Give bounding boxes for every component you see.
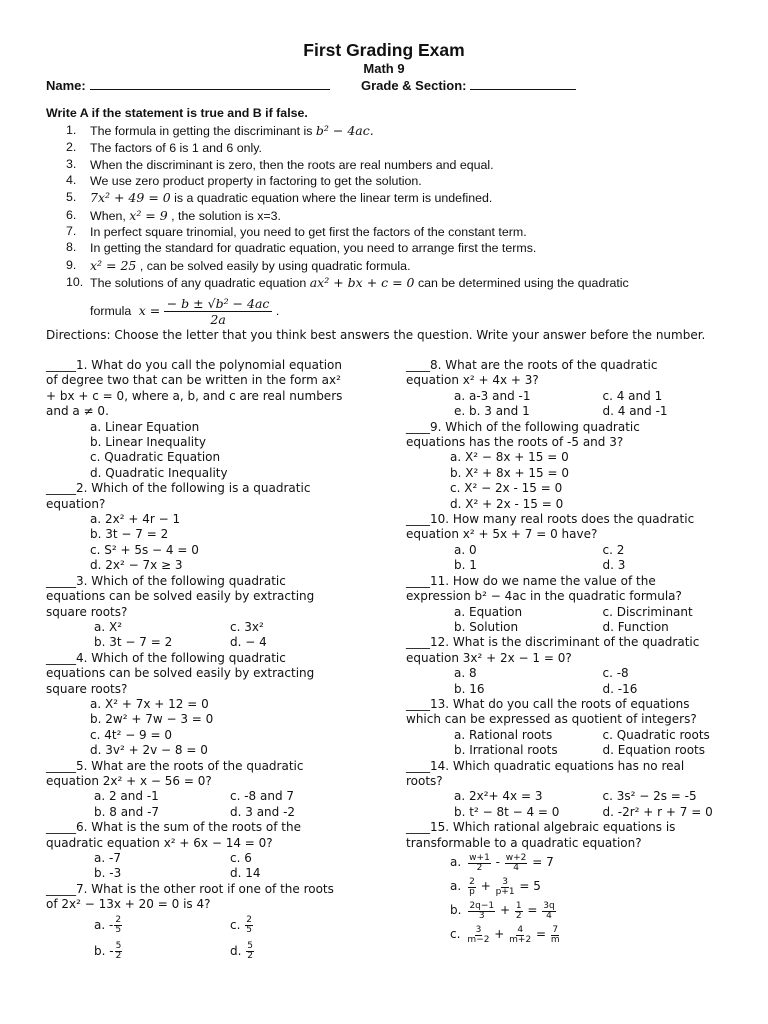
- answer-option[interactable]: [94, 916, 230, 942]
- answer-row: [406, 805, 751, 820]
- answer-option[interactable]: d. Quadratic Inequality: [90, 465, 228, 480]
- item-post: , the solution is x=3.: [167, 209, 282, 223]
- option-sign: -: [109, 917, 114, 932]
- answer-option[interactable]: [230, 916, 366, 942]
- question-line: _____4. Which of the following quadratic: [46, 650, 286, 665]
- answer-option[interactable]: b. Solution: [454, 619, 519, 634]
- question: [406, 820, 751, 851]
- operator: +: [490, 927, 509, 942]
- answer-row: [406, 543, 751, 558]
- answer-row: [406, 728, 751, 743]
- answer-option[interactable]: e. b. 3 and 1: [454, 404, 530, 419]
- fraction-numerator: 2: [246, 914, 252, 925]
- option-letter: b.: [450, 903, 462, 918]
- fraction-numerator: 2q−1: [469, 900, 495, 911]
- fraction-numerator: 4: [517, 924, 524, 935]
- fraction-numerator: 5: [247, 940, 253, 951]
- fraction: [468, 854, 491, 873]
- answer-option[interactable]: d. Function: [602, 619, 669, 634]
- item-text: [90, 208, 281, 223]
- item-text: [90, 123, 374, 138]
- question-line: ____13. What do you call the roots of equations: [406, 696, 690, 711]
- answer-option[interactable]: [450, 875, 751, 899]
- answer-option[interactable]: [230, 942, 366, 968]
- answer-option[interactable]: d. X² + 2x - 15 = 0: [450, 496, 564, 511]
- question-line: and a ≠ 0.: [46, 404, 109, 419]
- answer-row: [46, 866, 366, 881]
- formula-fraction: [164, 296, 273, 327]
- option-sign: -: [109, 943, 114, 958]
- answer-option[interactable]: d. 14: [230, 866, 261, 881]
- fraction-denominator: 2: [115, 950, 122, 961]
- answer-option[interactable]: [94, 942, 230, 968]
- item-text: [90, 275, 629, 290]
- item-text: [90, 190, 492, 205]
- item-number: 5.: [66, 190, 77, 204]
- answer-row: [406, 404, 751, 419]
- answer-option[interactable]: [450, 923, 751, 947]
- item-number: 8.: [66, 240, 77, 254]
- fraction-denominator: m+2: [509, 934, 532, 945]
- answer-option[interactable]: b. 1: [454, 558, 477, 573]
- question-line: _____2. Which of the following is a quadratic: [46, 481, 311, 496]
- answer-row: [406, 789, 751, 804]
- question-line: roots?: [406, 773, 443, 788]
- rhs: =: [523, 903, 542, 918]
- answer-row: [94, 916, 366, 942]
- fraction-denominator: 2: [476, 862, 483, 873]
- question: [406, 420, 751, 512]
- question-line: ____8. What are the roots of the quadratic: [406, 358, 658, 372]
- answer-option[interactable]: a. 2x²+ 4x = 3: [454, 789, 543, 804]
- question-line: of 2x² − 13x + 20 = 0 is 4?: [46, 897, 211, 912]
- fraction: [468, 878, 476, 897]
- question: [406, 759, 751, 821]
- question-line: _____6. What is the sum of the roots of the: [46, 820, 301, 835]
- name-field[interactable]: [46, 77, 330, 93]
- question-line: _____5. What are the roots of the quadratic: [46, 758, 304, 773]
- fraction-numerator: 3: [475, 924, 482, 935]
- answer-option[interactable]: c. X² − 2x - 15 = 0: [450, 481, 563, 496]
- formula-end: .: [275, 303, 280, 318]
- answer-option[interactable]: a. X² − 8x + 15 = 0: [450, 450, 569, 465]
- rhs: = 5: [515, 879, 541, 894]
- answer-option[interactable]: b. 2w² + 7w − 3 = 0: [90, 712, 214, 727]
- answer-option[interactable]: a. 2 and -1: [94, 789, 159, 804]
- answer-row: [46, 851, 366, 866]
- answer-option[interactable]: a. X²: [94, 619, 123, 634]
- answer-option[interactable]: a. a-3 and -1: [454, 388, 531, 403]
- item-post: is a quadratic equation where the linear term is undefined.: [170, 191, 493, 205]
- option-letter: a.: [450, 879, 462, 894]
- part1-instruction: Write A if the statement is true and B if false.: [46, 106, 308, 120]
- question-line: square roots?: [46, 604, 128, 619]
- answer-option[interactable]: a. 8: [454, 666, 477, 681]
- item-math: x² = 25: [90, 258, 137, 273]
- option-letter: b.: [94, 943, 106, 958]
- fraction-denominator: 5: [115, 924, 122, 935]
- question-line: which can be expressed as quotient of integers?: [406, 712, 697, 727]
- question-line: ____9. Which of the following quadratic: [406, 419, 640, 434]
- fraction-denominator: 4: [546, 910, 552, 921]
- question: [46, 759, 366, 821]
- answer-row: [46, 620, 366, 635]
- formula-label: formula: [90, 303, 132, 318]
- option-letter: d.: [230, 943, 242, 958]
- answer-option[interactable]: b. Linear Inequality: [90, 435, 206, 450]
- answer-option[interactable]: c. Quadratic Equation: [90, 450, 221, 465]
- question-line: equation x² + 4x + 3?: [406, 373, 539, 388]
- rhs: = 7: [528, 855, 554, 870]
- item-text: [90, 258, 411, 273]
- fraction-denominator: p: [469, 886, 475, 897]
- answer-row: [46, 805, 366, 820]
- operator: +: [476, 879, 495, 894]
- answer-option[interactable]: c. Quadratic roots: [602, 727, 710, 742]
- answer-option[interactable]: c. 2: [602, 542, 625, 557]
- name-label: Name:: [46, 78, 86, 93]
- question: [46, 651, 366, 759]
- answer-option[interactable]: c. 3x²: [230, 619, 264, 634]
- answer-option[interactable]: a. Equation: [454, 604, 523, 619]
- answer-option[interactable]: b. X² + 8x + 15 = 0: [450, 465, 569, 480]
- fraction-denominator: m: [550, 934, 560, 945]
- answer-option[interactable]: c. S² + 5s − 4 = 0: [90, 542, 199, 557]
- item-text: [90, 173, 422, 188]
- item-pre: In perfect square trinomial, you need to get first the factors of the constant term.: [90, 225, 527, 239]
- question-line: of degree two that can be written in the form ax²: [46, 373, 341, 388]
- fraction-denominator: 2: [247, 950, 253, 961]
- item-pre: We use zero product property in factoring to get the solution.: [90, 174, 422, 188]
- question: [406, 635, 751, 697]
- operator: +: [496, 903, 514, 918]
- item-pre: The factors of 6 is 1 and 6 only.: [90, 141, 262, 155]
- question: [406, 697, 751, 759]
- item-number: 9.: [66, 258, 77, 272]
- quadratic-formula: [90, 296, 279, 327]
- name-blank[interactable]: [90, 77, 330, 90]
- item-number: 3.: [66, 157, 77, 171]
- question: [46, 882, 366, 913]
- item-text: [90, 240, 536, 255]
- item-post: can be determined using the quadratic: [414, 276, 629, 290]
- item-number: 2.: [66, 140, 77, 154]
- answer-option[interactable]: c. -8: [602, 666, 629, 681]
- left-column: [46, 358, 366, 968]
- fraction-denominator: 2: [515, 910, 522, 921]
- fraction: [551, 926, 560, 945]
- answer-option[interactable]: b. 3t − 7 = 2: [90, 527, 169, 542]
- item-pre: When,: [90, 209, 130, 223]
- formula-numerator: − b ± √b² − 4ac: [164, 296, 273, 312]
- fraction: [467, 926, 489, 945]
- fraction: [515, 902, 523, 921]
- answer-option[interactable]: d. 3v² + 2v − 8 = 0: [90, 743, 208, 758]
- answer-option[interactable]: c. -8 and 7: [230, 789, 295, 804]
- fraction-numerator: 7: [552, 924, 559, 935]
- question-line: equation?: [46, 496, 106, 511]
- answer-option[interactable]: a. X² + 7x + 12 = 0: [90, 696, 209, 711]
- q7-options: [46, 916, 366, 968]
- item-text: [90, 140, 262, 155]
- question-line: + bx + c = 0, where a, b, and c are real numbers: [46, 388, 343, 403]
- answer-option[interactable]: d. -16: [602, 681, 638, 696]
- question-line: ____10. How many real roots does the quadratic: [406, 512, 695, 527]
- item-text: [90, 224, 527, 239]
- answer-row: [406, 605, 751, 620]
- fraction-denominator: 4: [513, 862, 519, 873]
- item-pre: The solutions of any quadratic equation: [90, 276, 310, 290]
- answer-option[interactable]: a. 2x² + 4r − 1: [90, 512, 181, 527]
- answer-option[interactable]: d. 3: [602, 558, 626, 573]
- item-post: , can be solved easily by using quadratic formula.: [136, 259, 411, 273]
- q15-options: [406, 851, 751, 947]
- item-number: 4.: [66, 173, 77, 187]
- answer-option[interactable]: b. 16: [454, 681, 485, 696]
- question-line: ____15. Which rational algebraic equations is: [406, 820, 676, 835]
- option-letter: a.: [94, 917, 106, 932]
- item-number: 7.: [66, 224, 77, 238]
- item-number: 10.: [66, 275, 84, 289]
- fraction: [496, 878, 515, 897]
- answer-option[interactable]: a. Linear Equation: [90, 419, 200, 434]
- answer-option[interactable]: [450, 899, 751, 923]
- fraction-denominator: 5: [246, 924, 252, 935]
- answer-option[interactable]: d. 3 and -2: [230, 804, 296, 819]
- right-column: [406, 358, 751, 947]
- fraction-denominator: m−2: [467, 934, 490, 945]
- question-line: _____1. What do you call the polynomial equation: [46, 358, 342, 372]
- answer-row: [406, 666, 751, 681]
- item-math: x² = 9: [129, 208, 168, 223]
- answer-option[interactable]: c. 3s² − 2s = -5: [602, 789, 697, 804]
- question-line: square roots?: [46, 681, 128, 696]
- exam-title: First Grading Exam: [303, 40, 465, 60]
- question-line: equations has the roots of -5 and 3?: [406, 435, 624, 450]
- item-pre: In getting the standard for quadratic equation, you need to arrange first the terms.: [90, 241, 537, 255]
- item-math: b² − 4ac.: [315, 123, 374, 138]
- question: [46, 358, 366, 481]
- fraction-numerator: 5: [115, 940, 122, 951]
- grade-section-blank[interactable]: [470, 77, 576, 90]
- option-letter: c.: [230, 917, 241, 932]
- question: [46, 820, 366, 882]
- formula-lhs: x =: [138, 302, 161, 318]
- question-line: equation 2x² + x − 56 = 0?: [46, 773, 212, 788]
- fraction-denominator: 3: [478, 910, 485, 921]
- question-line: _____3. Which of the following quadratic: [46, 573, 286, 588]
- question: [406, 358, 751, 420]
- answer-row: [94, 942, 366, 968]
- question-line: expression b² − 4ac in the quadratic formula?: [406, 589, 682, 604]
- fraction-numerator: 3q: [543, 900, 555, 911]
- grade-section-field[interactable]: [361, 77, 576, 93]
- answer-option[interactable]: b. Irrational roots: [454, 743, 558, 758]
- answer-row: [406, 682, 751, 697]
- answer-option[interactable]: a. 0: [454, 542, 477, 557]
- answer-row: [406, 558, 751, 573]
- item-pre: The formula in getting the discriminant is: [90, 124, 316, 138]
- fraction-numerator: w+2: [505, 852, 527, 863]
- fraction: [246, 942, 254, 961]
- fraction: [542, 902, 555, 921]
- answer-option[interactable]: c. 4t² − 9 = 0: [90, 727, 173, 742]
- fraction-numerator: w+1: [469, 852, 490, 863]
- fraction-numerator: 1: [515, 900, 522, 911]
- fraction-denominator: p+1: [495, 886, 515, 897]
- answer-option[interactable]: d. -2r² + r + 7 = 0: [602, 804, 713, 819]
- option-letter: a.: [450, 855, 462, 870]
- answer-row: [406, 389, 751, 404]
- directions: Directions: Choose the letter that you think best answers the question. Write your answer before the number.: [46, 328, 706, 342]
- question: [46, 481, 366, 573]
- answer-option[interactable]: d. − 4: [230, 635, 267, 650]
- formula-denominator: 2a: [210, 312, 226, 327]
- answer-option[interactable]: b. -3: [94, 866, 122, 881]
- question-line: ____12. What is the discriminant of the quadratic: [406, 635, 700, 650]
- answer-option[interactable]: d. 4 and -1: [602, 404, 668, 419]
- item-number: 6.: [66, 208, 77, 222]
- question: [406, 574, 751, 636]
- fraction: [468, 902, 495, 921]
- answer-row: [46, 789, 366, 804]
- question-line: _____7. What is the other root if one of the roots: [46, 881, 334, 896]
- grade-section-label: Grade & Section:: [361, 78, 467, 93]
- fraction-numerator: 2: [469, 876, 475, 887]
- question: [406, 512, 751, 574]
- item-math: ax² + bx + c = 0: [309, 275, 415, 290]
- subject-label: Math 9: [363, 61, 405, 76]
- operator: -: [491, 855, 504, 870]
- answer-row: [406, 620, 751, 635]
- question-line: equation 3x² + 2x − 1 = 0?: [406, 650, 572, 665]
- fraction-numerator: 3: [502, 876, 508, 887]
- item-text: [90, 157, 494, 172]
- item-number: 1.: [66, 123, 77, 137]
- answer-option[interactable]: b. 8 and -7: [94, 804, 160, 819]
- fraction: [505, 854, 528, 873]
- answer-row: [406, 743, 751, 758]
- question-line: ____14. Which quadratic equations has no real: [406, 758, 685, 773]
- item-pre: When the discriminant is zero, then the roots are real numbers and equal.: [90, 158, 494, 172]
- answer-row: [46, 635, 366, 650]
- fraction-numerator: 2: [115, 914, 122, 925]
- question-line: equations can be solved easily by extracting: [46, 589, 315, 604]
- question-line: ____11. How do we name the value of the: [406, 573, 656, 588]
- answer-option[interactable]: d. Equation roots: [602, 743, 706, 758]
- rhs: =: [532, 927, 550, 942]
- fraction: [245, 916, 253, 935]
- answer-option[interactable]: [450, 851, 751, 875]
- fraction: [115, 942, 123, 961]
- item-math: 7x² + 49 = 0: [90, 190, 171, 205]
- answer-option[interactable]: c. 6: [230, 851, 252, 865]
- answer-option[interactable]: b. 3t − 7 = 2: [94, 635, 173, 650]
- question-line: equation x² + 5x + 7 = 0 have?: [406, 527, 598, 542]
- question: [46, 574, 366, 651]
- answer-option[interactable]: b. t² − 8t − 4 = 0: [454, 804, 560, 819]
- fraction: [114, 916, 122, 935]
- question-line: equations can be solved easily by extracting: [46, 666, 315, 681]
- question-line: quadratic equation x² + 6x − 14 = 0?: [46, 835, 273, 850]
- option-letter: c.: [450, 927, 461, 942]
- answer-option[interactable]: a. Rational roots: [454, 727, 553, 742]
- question-line: transformable to a quadratic equation?: [406, 835, 642, 850]
- answer-option[interactable]: c. 4 and 1: [602, 388, 663, 403]
- fraction: [509, 926, 531, 945]
- answer-option[interactable]: c. Discriminant: [602, 604, 693, 619]
- answer-option[interactable]: d. 2x² − 7x ≥ 3: [90, 558, 183, 573]
- answer-option[interactable]: a. -7: [94, 851, 121, 865]
